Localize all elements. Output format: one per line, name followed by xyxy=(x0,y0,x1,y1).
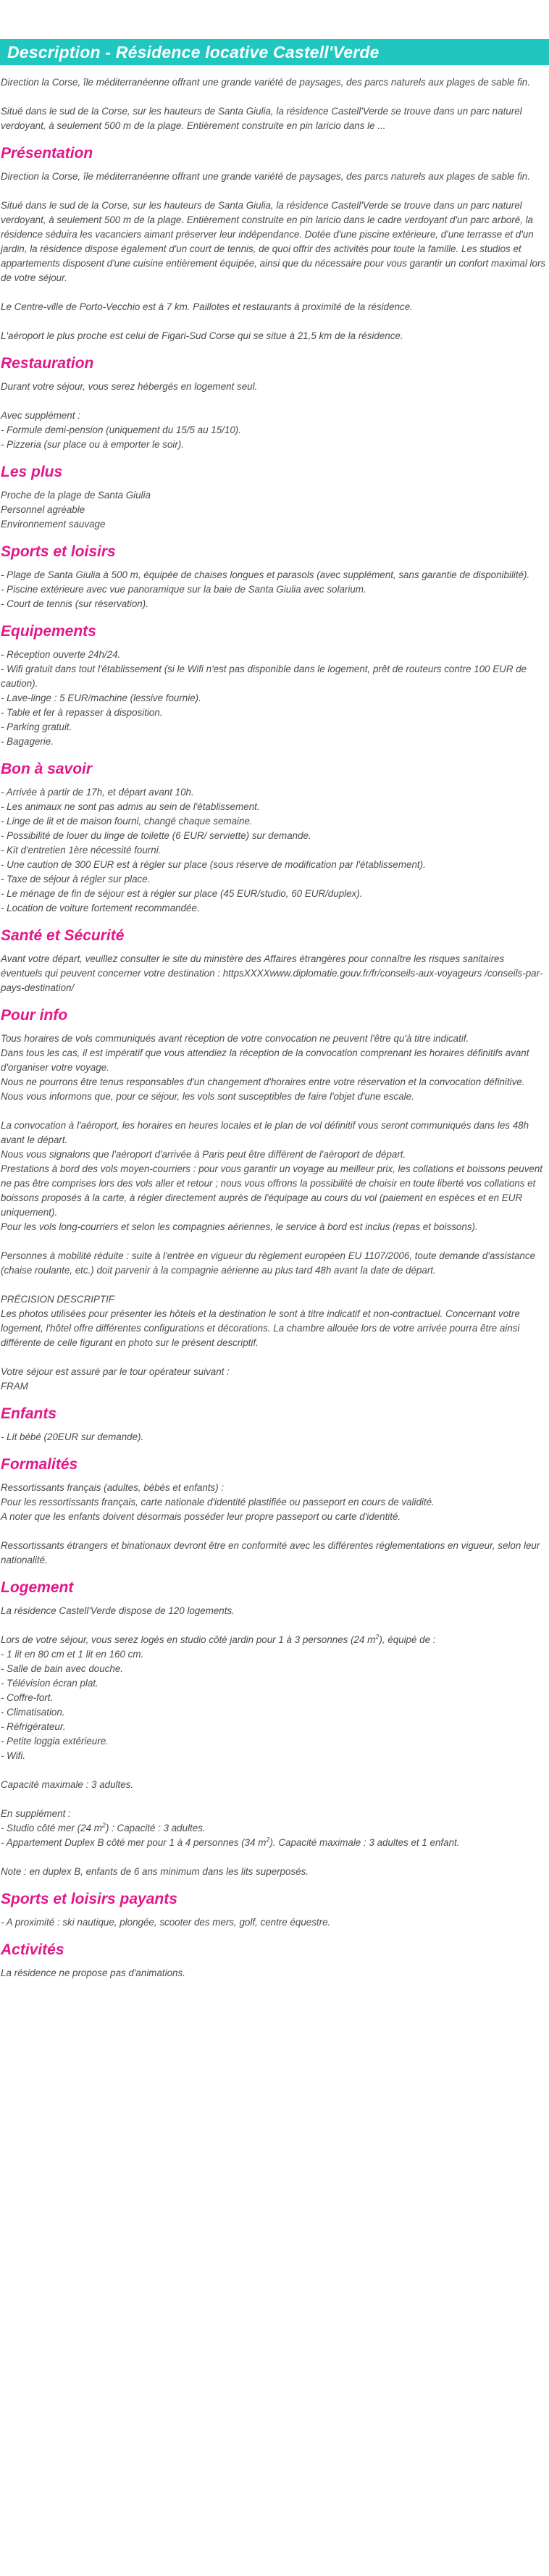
section-restauration xyxy=(1,354,547,452)
text-fragment: Lors de votre séjour, vous serez logés en studio côté jardin pour 1 à 3 personnes (24 m xyxy=(1,1634,376,1645)
section-bon-a-savoir xyxy=(1,759,547,916)
section-paragraph: La résidence Castell'Verde dispose de 120 logements. xyxy=(1,1605,235,1616)
section-heading: Les plus xyxy=(1,464,63,480)
section-heading: Sports et loisirs xyxy=(1,543,116,560)
section-activites xyxy=(1,1940,547,1981)
section-paragraph xyxy=(1,1633,547,1647)
section-heading: Activités xyxy=(1,1941,64,1958)
section-paragraph: Capacité maximale : 3 adultes. xyxy=(1,1779,134,1790)
section-paragraph: Ressortissants étrangers et binationaux devront être en conformité avec les différentes réglementations en vigueur, selon leur nationalité. xyxy=(1,1540,543,1565)
intro-paragraph: Direction la Corse, île méditerranéenne offrant une grande variété de paysages, des parcs naturels aux plages de sable fin. xyxy=(1,77,530,88)
intro-block xyxy=(1,75,547,133)
section-paragraph: Proche de la plage de Santa Giulia Personnel agréable Environnement sauvage xyxy=(1,490,151,530)
section-enfants xyxy=(1,1404,547,1444)
section-heading: Logement xyxy=(1,1579,74,1596)
section-paragraph: Ressortissants français (adultes, bébés et enfants) : Pour les ressortissants français, carte nationale d'identité plastifiée ou passeport en cours de validité. A noter que les enfants doivent désormais posséder leur propre passeport ou carte d'identité. xyxy=(1,1482,435,1522)
superscript: 2 xyxy=(375,1633,380,1641)
section-paragraph: La convocation à l'aéroport, les horaires en heures locales et le plan de vol définitif vous seront communiqués dans les 48h avant le départ. Nous vous signalons que l'aéroport d'arrivée à Paris peut être différent de l'aéroport de départ. Prestations à bord des vols moyen-courriers : pour vous garantir un voyage au meilleur prix, les collations et boissons peuvent ne pas être comprises lors des vols aller et retour ; nous vous offrons la possibilité de choisir en toute liberté vos collations et boissons proposés à la carte, à régler directement auprès de l'équipage au cours du vol (paiement en espèces et en EUR uniquement). Pour les vols long-courriers et selon les compagnies aériennes, le service à bord est inclus (repas et boissons). xyxy=(1,1120,543,1232)
text-fragment: - Appartement Duplex B côté mer pour 1 à 4 personnes (34 m xyxy=(1,1837,267,1848)
section-paragraph: - Lit bébé (20EUR sur demande). xyxy=(1,1431,144,1442)
section-logement xyxy=(1,1578,547,1879)
section-heading: Formalités xyxy=(1,1456,78,1473)
section-paragraph: Personnes à mobilité réduite : suite à l'entrée en vigueur du règlement européen EU 1107/2006, toute demande d'assistance (chaise roulante, etc.) doit parvenir à la compagnie aérienne au plus tard 48h avant la date de départ. xyxy=(1,1250,538,1276)
section-heading: Sports et loisirs payants xyxy=(1,1891,177,1907)
section-heading: Présentation xyxy=(1,145,93,162)
description-content xyxy=(0,75,549,1981)
section-heading: Restauration xyxy=(1,355,94,372)
section-heading: Pour info xyxy=(1,1007,68,1024)
section-paragraph: Situé dans le sud de la Corse, sur les hauteurs de Santa Giulia, la résidence Castell'Verde se trouve dans un parc naturel verdoyant, à seulement 500 m de la plage. Entièrement construite en pin laricio dans le cadre verdoyant d'un parc arboré, la résidence séduira les vacanciers aimant préserver leur indépendance. Dotée d'une piscine extérieure, d'une terrasse et d'un jardin, la résidence dispose également d'un court de tennis, de quoi offrir des activités pour toute la famille. Les studios et appartements disposent d'une cuisine entièrement équipée, ainsi que du nécessaire pour vous garantir un confort maximal lors de votre séjour. xyxy=(1,200,548,283)
section-paragraph: La résidence ne propose pas d'animations. xyxy=(1,1967,185,1978)
section-paragraph: - Arrivée à partir de 17h, et départ avant 10h. - Les animaux ne sont pas admis au sein de l'établissement. - Linge de lit et de maison fourni, changé chaque semaine. - Possibilité de louer du linge de toilette (6 EUR/ serviette) sur demande. - Kit d'entretien 1ère nécessité fourni. - Une caution de 300 EUR est à régler sur place (sous réserve de modification par l'établissement). - Taxe de séjour à régler sur place. - Le ménage de fin de séjour est à régler sur place (45 EUR/studio, 60 EUR/duplex). - Location de voiture fortement recommandée. xyxy=(1,787,426,913)
section-pour-info xyxy=(1,1005,547,1394)
text-fragment: ) : Capacité : 3 adultes. xyxy=(105,1823,206,1833)
section-paragraph xyxy=(1,1821,547,1836)
intro-paragraph: Situé dans le sud de la Corse, sur les hauteurs de Santa Giulia, la résidence Castell'Verde se trouve dans un parc naturel verdoyant, à seulement 500 m de la plage. Entièrement construite en pin laricio dans le ... xyxy=(1,106,525,131)
section-paragraph: - Plage de Santa Giulia à 500 m, équipée de chaises longues et parasols (avec supplément, sans garantie de disponibilité). - Piscine extérieure avec vue panoramique sur la baie de Santa Giulia avec solarium. - Court de tennis (sur réservation). xyxy=(1,569,530,609)
section-les-plus xyxy=(1,462,547,532)
text-fragment: - Studio côté mer (24 m xyxy=(1,1823,102,1833)
page-title: Description - Résidence locative Castell'Verde xyxy=(7,42,380,62)
section-paragraph: Avant votre départ, veuillez consulter le site du ministère des Affaires étrangères pour connaître les risques sanitaires éventuels qui peuvent concerner votre destination : httpsXXXXwww.diplomatie.gouv.fr/fr/conseils-aux-voyageurs /conseils-par-pays-destination/ xyxy=(1,953,543,993)
section-paragraph: PRÉCISION DESCRIPTIF Les photos utilisées pour présenter les hôtels et la destination le sont à titre indicatif et non-contractuel. Concernant votre logement, l'hôtel offre différentes configurations et décorations. La chambre allouée lors de votre arrivée pourra être ainsi différente de celle figurant en photo sur le présent descriptif. xyxy=(1,1294,520,1348)
section-paragraph: Le Centre-ville de Porto-Vecchio est à 7 km. Paillotes et restaurants à proximité de la résidence. xyxy=(1,301,413,312)
title-banner xyxy=(0,39,549,65)
section-presentation xyxy=(1,143,547,343)
section-paragraph: L'aéroport le plus proche est celui de Figari-Sud Corse qui se situe à 21,5 km de la résidence. xyxy=(1,330,403,341)
section-paragraph: Avec supplément : - Formule demi-pension (uniquement du 15/5 au 15/10). - Pizzeria (sur place ou à emporter le soir). xyxy=(1,410,241,450)
text-fragment: ), équipé de : xyxy=(379,1634,436,1645)
section-heading: Enfants xyxy=(1,1405,57,1422)
section-formalites xyxy=(1,1455,547,1568)
text-fragment: ). Capacité maximale : 3 adultes et 1 enfant. xyxy=(269,1837,460,1848)
section-sports-loisirs-payants xyxy=(1,1889,547,1930)
section-paragraph: Tous horaires de vols communiqués avant réception de votre convocation ne peuvent l'être qu'à titre indicatif. Dans tous les cas, il est impératif que vous attendiez la réception de la convocation comprenant les horaires définitifs avant d'organiser votre voyage. Nous ne pourrons être tenus responsables d'un changement d'horaires entre votre réservation et la convocation définitive. Nous vous informons que, pour ce séjour, les vols sont susceptibles de faire l'objet d'une escale. xyxy=(1,1033,529,1102)
section-paragraph: - Réception ouverte 24h/24. - Wifi gratuit dans tout l'établissement (si le Wifi n'est pas disponible dans le logement, prêt de routeurs contre 100 EUR de caution). - Lave-linge : 5 EUR/machine (lessive fournie). - Table et fer à repasser à disposition. - Parking gratuit. - Bagagerie. xyxy=(1,649,527,747)
section-equipements xyxy=(1,622,547,749)
section-sante-securite xyxy=(1,926,547,995)
section-paragraph: En supplément : xyxy=(1,1808,71,1819)
section-sports-loisirs xyxy=(1,542,547,611)
section-heading: Santé et Sécurité xyxy=(1,927,125,944)
section-paragraph: Durant votre séjour, vous serez hébergés en logement seul. xyxy=(1,381,258,392)
section-paragraph: - 1 lit en 80 cm et 1 lit en 160 cm. - Salle de bain avec douche. - Télévision écran plat. - Coffre-fort. - Climatisation. - Réfrigérateur. - Petite loggia extérieure. - Wifi. xyxy=(1,1649,144,1761)
section-paragraph: Votre séjour est assuré par le tour opérateur suivant : FRAM xyxy=(1,1366,230,1392)
section-heading: Equipements xyxy=(1,623,96,640)
section-paragraph: - A proximité : ski nautique, plongée, scooter des mers, golf, centre équestre. xyxy=(1,1917,331,1928)
section-paragraph xyxy=(1,1836,547,1850)
section-paragraph: Direction la Corse, île méditerranéenne offrant une grande variété de paysages, des parcs naturels aux plages de sable fin. xyxy=(1,171,530,182)
superscript: 2 xyxy=(266,1836,270,1844)
superscript: 2 xyxy=(101,1821,106,1829)
section-paragraph: Note : en duplex B, enfants de 6 ans minimum dans les lits superposés. xyxy=(1,1866,309,1877)
section-heading: Bon à savoir xyxy=(1,761,93,777)
